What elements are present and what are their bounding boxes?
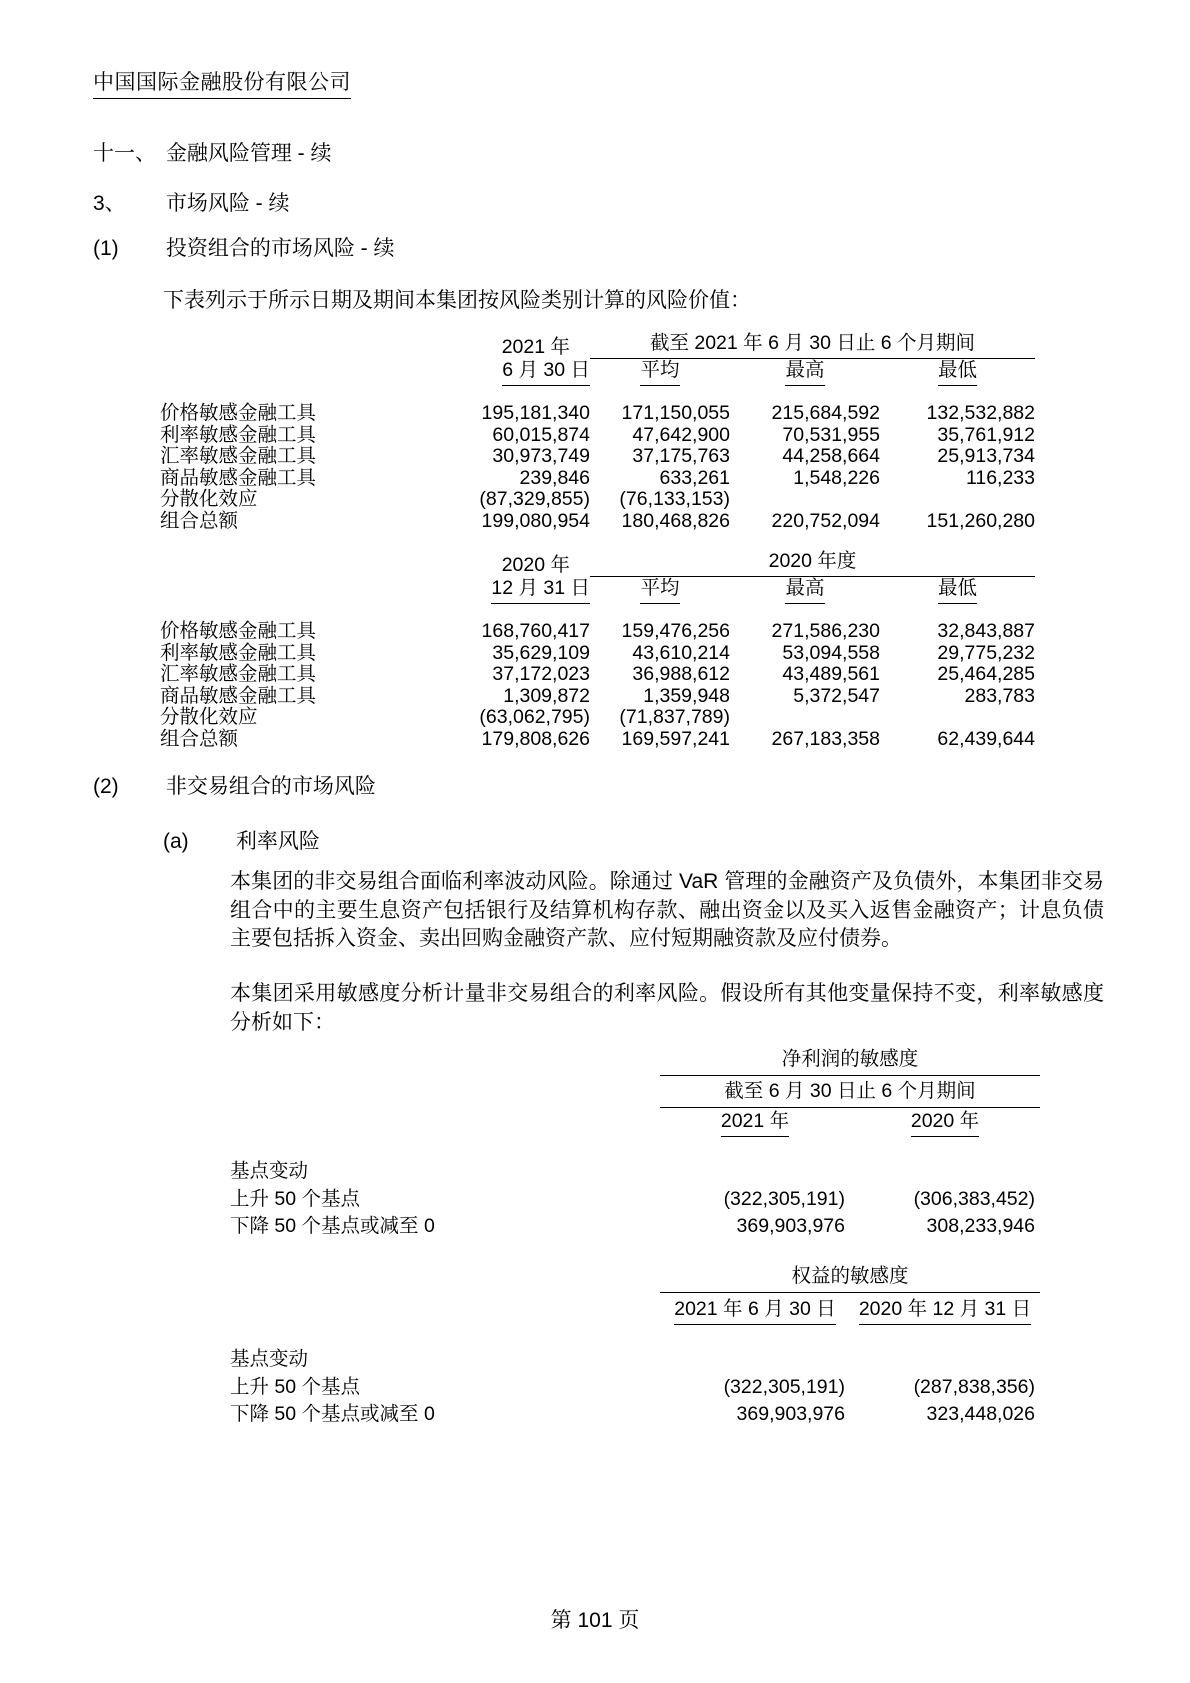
table-row (230, 1398, 1040, 1426)
row-value: 62,439,644 (937, 727, 1035, 750)
row-value: 239,846 (519, 466, 590, 489)
sensitivity-period-row (230, 1075, 1040, 1104)
section-heading-11 (93, 137, 332, 167)
col-header-highest: 最高 (730, 572, 880, 604)
row-value: 53,094,558 (782, 641, 880, 664)
row-label: 上升 50 个基点 (230, 1375, 361, 1398)
row-value: 25,464,285 (937, 663, 1035, 686)
section-title: 市场风险 - 续 (165, 192, 290, 215)
col-header-2020: 2020 年 (850, 1105, 1040, 1137)
row-label: 利率敏感金融工具 (160, 423, 317, 446)
table-row (230, 1210, 1040, 1238)
row-label: 汇率敏感金融工具 (160, 445, 317, 468)
row-value: 35,761,912 (937, 423, 1035, 446)
col-header-2020-12-31: 2020 年 12 月 31 日 (850, 1293, 1040, 1325)
row-value: 1,309,872 (503, 684, 590, 707)
row-label: 基点变动 (230, 1160, 309, 1182)
intro-paragraph: 下表列示于所示日期及期间本集团按风险类别计算的风险价值： (163, 289, 751, 312)
row-value: (322,305,191) (723, 1187, 845, 1210)
row-value: 43,489,561 (782, 663, 880, 686)
row-value: 283,783 (964, 684, 1035, 707)
section-title: 投资组合的市场风险 - 续 (165, 237, 395, 260)
row-label: 下降 50 个基点或减至 0 (230, 1403, 435, 1426)
col-header-lowest: 最低 (880, 354, 1035, 386)
row-label: 分散化效应 (160, 488, 258, 511)
row-value: 215,684,592 (771, 402, 880, 424)
row-value: 159,476,256 (621, 620, 730, 642)
row-value: 1,548,226 (793, 466, 880, 489)
period-span-header: 2020 年度 (590, 545, 1035, 577)
row-value: 47,642,900 (632, 423, 730, 446)
var-table-2020-header-row-2 (160, 572, 1035, 602)
row-value: 35,629,109 (492, 641, 590, 664)
section-title: 利率风险 (235, 830, 320, 853)
var-table-2021-body (160, 397, 1035, 532)
row-value: 180,468,826 (621, 509, 730, 532)
as-of-date: 12 月 31 日 (440, 572, 590, 604)
row-label: 组合总额 (160, 509, 239, 532)
section-heading-3 (93, 187, 290, 217)
col-header-lowest: 最低 (880, 572, 1035, 604)
company-name: 中国国际金融股份有限公司 (93, 66, 351, 99)
row-value: 132,532,882 (926, 402, 1035, 424)
row-value: 37,172,023 (492, 663, 590, 686)
table-row (230, 1343, 1040, 1371)
row-label: 下降 50 个基点或减至 0 (230, 1215, 435, 1238)
col-header-2021-06-30: 2021 年 6 月 30 日 (660, 1293, 850, 1325)
row-label: 商品敏感金融工具 (160, 466, 317, 489)
var-table-2020-body (160, 615, 1035, 750)
row-value: 171,150,055 (621, 402, 730, 424)
section-heading-1 (93, 232, 395, 262)
row-label: 商品敏感金融工具 (160, 684, 317, 707)
row-value: 1,359,948 (643, 684, 730, 707)
var-table-2020-header-row-1 (160, 545, 1035, 576)
row-value: 323,448,026 (926, 1403, 1035, 1426)
row-value: 29,775,232 (937, 641, 1035, 664)
row-value: 32,843,887 (937, 620, 1035, 642)
row-value: 271,586,230 (771, 620, 880, 642)
col-header-highest: 最高 (730, 354, 880, 386)
section-number: 十一、 (93, 142, 156, 165)
row-value: (63,062,795) (479, 706, 590, 729)
sensitivity-title-row (230, 1043, 1040, 1075)
row-value: 179,808,626 (481, 727, 590, 750)
section-heading-2 (93, 770, 376, 800)
col-header-average: 平均 (590, 354, 730, 386)
row-value: (76,133,153) (619, 488, 730, 511)
period-span-header: 截至 2021 年 6 月 30 日止 6 个月期间 (590, 327, 1035, 359)
row-value: 169,597,241 (621, 727, 730, 750)
row-value: 70,531,955 (782, 423, 880, 446)
var-table-2021-header-row-2 (160, 354, 1035, 384)
row-value: 25,913,734 (937, 445, 1035, 468)
table-row (230, 1155, 1040, 1183)
table-title: 权益的敏感度 (660, 1260, 1040, 1293)
net-profit-sensitivity-table (230, 1043, 1040, 1238)
row-value: (87,329,855) (479, 488, 590, 511)
row-value: 168,760,417 (481, 620, 590, 642)
row-label: 利率敏感金融工具 (160, 641, 317, 664)
table-row (160, 397, 1035, 424)
row-value: 44,258,664 (782, 445, 880, 468)
row-label: 价格敏感金融工具 (160, 402, 317, 424)
var-table-2020 (160, 545, 1035, 750)
row-value: 308,233,946 (926, 1215, 1035, 1238)
row-label: 汇率敏感金融工具 (160, 663, 317, 686)
section-number: (2) (93, 775, 119, 798)
as-of-year: 2020 年 (501, 554, 570, 576)
row-value: 60,015,874 (492, 423, 590, 446)
row-label: 基点变动 (230, 1348, 309, 1370)
section-number: (1) (93, 237, 119, 260)
row-label: 价格敏感金融工具 (160, 620, 317, 642)
net-profit-sensitivity-body (230, 1155, 1040, 1238)
section-title: 金融风险管理 - 续 (165, 142, 332, 165)
row-value: 369,903,976 (736, 1215, 845, 1238)
col-header-2021: 2021 年 (660, 1105, 850, 1137)
row-value: 116,233 (965, 466, 1035, 489)
section-number: 3、 (93, 192, 126, 215)
section-number: (a) (163, 830, 189, 853)
table-title: 净利润的敏感度 (660, 1043, 1040, 1076)
row-value: (322,305,191) (723, 1375, 845, 1398)
interest-risk-paragraph-1: 本集团的非交易组合面临利率波动风险。除通过 VaR 管理的金融资产及负债外，本集团非交易组合中的主要生息资产包括银行及结算机构存款、融出资金以及买入返售金融资产；计息负债主要包括拆入资金、卖出回购金融资产款、应付短期融资款及应付债券。 (230, 870, 1104, 950)
equity-sensitivity-table (230, 1260, 1040, 1426)
col-header-average: 平均 (590, 572, 730, 604)
var-table-2021-header-row-1 (160, 327, 1035, 358)
as-of-year: 2021 年 (501, 336, 570, 358)
row-value: (287,838,356) (913, 1375, 1035, 1398)
row-label: 组合总额 (160, 727, 239, 750)
var-table-2021 (160, 327, 1035, 532)
period-span-header: 截至 6 月 30 日止 6 个月期间 (660, 1075, 1040, 1108)
row-value: 267,183,358 (771, 727, 880, 750)
row-value: 633,261 (659, 466, 730, 489)
as-of-date: 6 月 30 日 (440, 354, 590, 386)
row-value: 36,988,612 (632, 663, 730, 686)
row-value: 195,181,340 (481, 402, 590, 424)
row-value: (71,837,789) (619, 706, 730, 729)
row-label: 上升 50 个基点 (230, 1187, 361, 1210)
interest-risk-paragraph-2: 本集团采用敏感度分析计量非交易组合的利率风险。假设所有其他变量保持不变，利率敏感度分析如下： (230, 982, 1104, 1034)
sensitivity-colheader-row (230, 1104, 1040, 1137)
row-value: 369,903,976 (736, 1403, 845, 1426)
section-heading-a (163, 825, 320, 855)
table-row (230, 1371, 1040, 1399)
sensitivity-colheader-row (230, 1292, 1040, 1325)
table-row (160, 615, 1035, 642)
section-title: 非交易组合的市场风险 (165, 775, 376, 798)
page-number: 第 101 页 (550, 1609, 640, 1632)
row-value: 220,752,094 (771, 509, 880, 532)
sensitivity-title-row (230, 1260, 1040, 1292)
equity-sensitivity-body (230, 1343, 1040, 1426)
row-value: 37,175,763 (632, 445, 730, 468)
row-value: 43,610,214 (632, 641, 730, 664)
row-label: 分散化效应 (160, 706, 258, 729)
row-value: (306,383,452) (913, 1187, 1035, 1210)
row-value: 30,973,749 (492, 445, 590, 468)
table-row (230, 1183, 1040, 1211)
row-value: 151,260,280 (926, 509, 1035, 532)
row-value: 5,372,547 (793, 684, 880, 707)
row-value: 199,080,954 (481, 509, 590, 532)
